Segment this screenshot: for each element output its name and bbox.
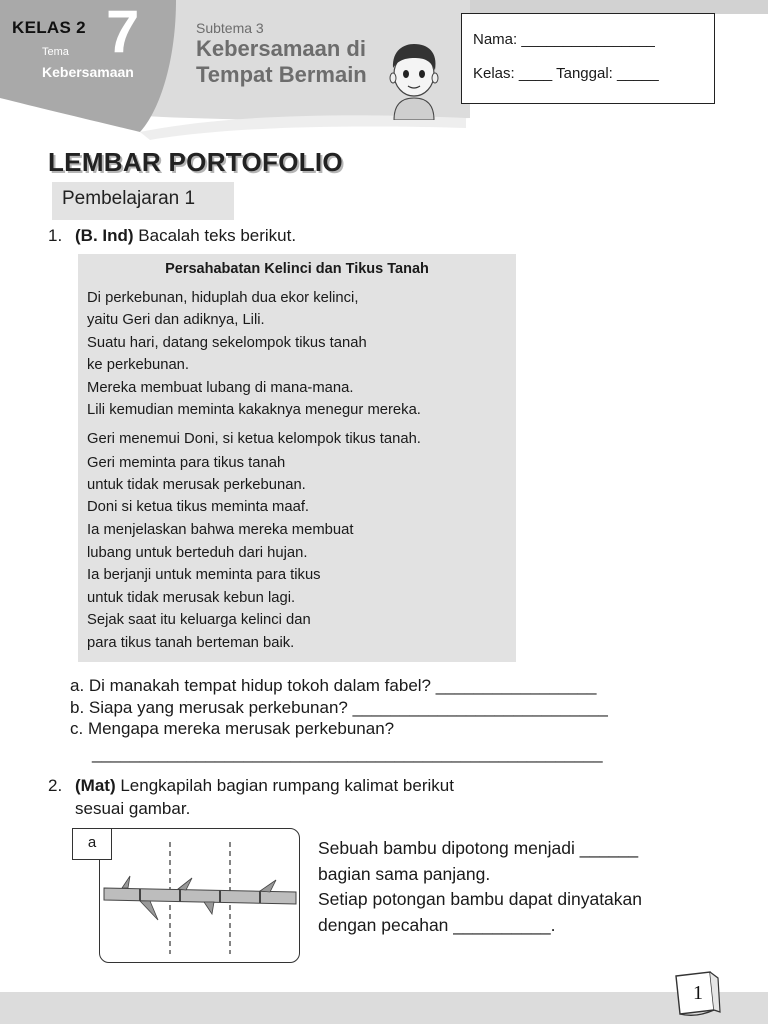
story-line: Ia menjelaskan bahwa mereka membuat xyxy=(87,522,354,538)
story-title: Persahabatan Kelinci dan Tikus Tanah xyxy=(165,261,429,277)
question-2-text-line[interactable]: dengan pecahan __________. xyxy=(318,915,556,935)
page-number: 1 xyxy=(693,982,703,1004)
story-line: Di perkebunan, hiduplah dua ekor kelinci, xyxy=(87,290,359,306)
story-line: Geri meminta para tikus tanah xyxy=(87,455,286,471)
story-line: untuk tidak merusak perkebunan. xyxy=(87,477,306,493)
question-2-number: 2. xyxy=(48,776,63,795)
question-2-prompt xyxy=(75,776,454,796)
lesson-label: Pembelajaran 1 xyxy=(62,188,196,209)
story-line: para tikus tanah berteman baik. xyxy=(87,635,295,651)
subtheme-title-line-1: Kebersamaan di xyxy=(196,36,366,61)
identity-box xyxy=(461,13,715,104)
name-field[interactable]: Nama: ________________ xyxy=(473,31,655,48)
story-line: untuk tidak merusak kebun lagi. xyxy=(87,590,296,606)
story-line: Ia berjanji untuk meminta para tikus xyxy=(87,567,321,583)
question-1c: c. Mengapa mereka merusak perkebunan? xyxy=(70,719,395,738)
question-1-number: 1. xyxy=(48,226,63,245)
question-1c-answer-line[interactable]: ______________________________________________________ xyxy=(92,744,603,763)
story-line: Geri menemui Doni, si ketua kelompok tikus tanah. xyxy=(87,431,421,447)
class-date-field[interactable]: Kelas: ____ Tanggal: _____ xyxy=(473,65,659,82)
subtheme-label: Subtema 3 xyxy=(196,20,264,36)
question-2-instruction: Lengkapilah bagian rumpang kalimat berikut xyxy=(115,776,454,795)
story-line: lubang untuk berteduh dari hujan. xyxy=(87,545,308,561)
question-1a[interactable]: a. Di manakah tempat hidup tokoh dalam fabel? _________________ xyxy=(70,676,597,695)
question-2-subject: (Mat) xyxy=(75,776,116,795)
question-2-text-line[interactable]: Sebuah bambu dipotong menjadi ______ xyxy=(318,838,639,858)
story-line: ke perkebunan. xyxy=(87,357,190,373)
story-line: Doni si ketua tikus meminta maaf. xyxy=(87,499,310,515)
bamboo-illustration xyxy=(100,836,300,960)
footer-band xyxy=(0,992,768,1024)
question-1-subject: (B. Ind) xyxy=(75,226,134,245)
story-line: Sejak saat itu keluarga kelinci dan xyxy=(87,612,311,628)
subtheme-title-line-2: Tempat Bermain xyxy=(196,62,367,87)
question-1-instruction: Bacalah teks berikut. xyxy=(133,226,297,245)
story-line: Mereka membuat lubang di mana-mana. xyxy=(87,380,354,396)
story-line: Lili kemudian meminta kakaknya menegur mereka. xyxy=(87,402,421,418)
theme-label: Tema xyxy=(42,46,69,58)
question-2-text-line: bagian sama panjang. xyxy=(318,864,491,884)
theme-number: 7 xyxy=(106,0,140,65)
label-a: a xyxy=(87,834,97,851)
question-2-text-line: Setiap potongan bambu dapat dinyatakan xyxy=(318,889,643,909)
boy-illustration xyxy=(380,38,448,120)
question-2-instruction-line-2: sesuai gambar. xyxy=(75,799,191,818)
question-1b[interactable]: b. Siapa yang merusak perkebunan? ___________________________ xyxy=(70,698,608,717)
story-line: Suatu hari, datang sekelompok tikus tanah xyxy=(87,335,367,351)
question-1-prompt xyxy=(75,226,296,246)
page-title: LEMBAR PORTOFOLIO xyxy=(48,147,343,177)
story-line: yaitu Geri dan adiknya, Lili. xyxy=(87,312,265,328)
class-label: KELAS 2 xyxy=(12,18,86,37)
theme-name: Kebersamaan xyxy=(42,64,134,80)
